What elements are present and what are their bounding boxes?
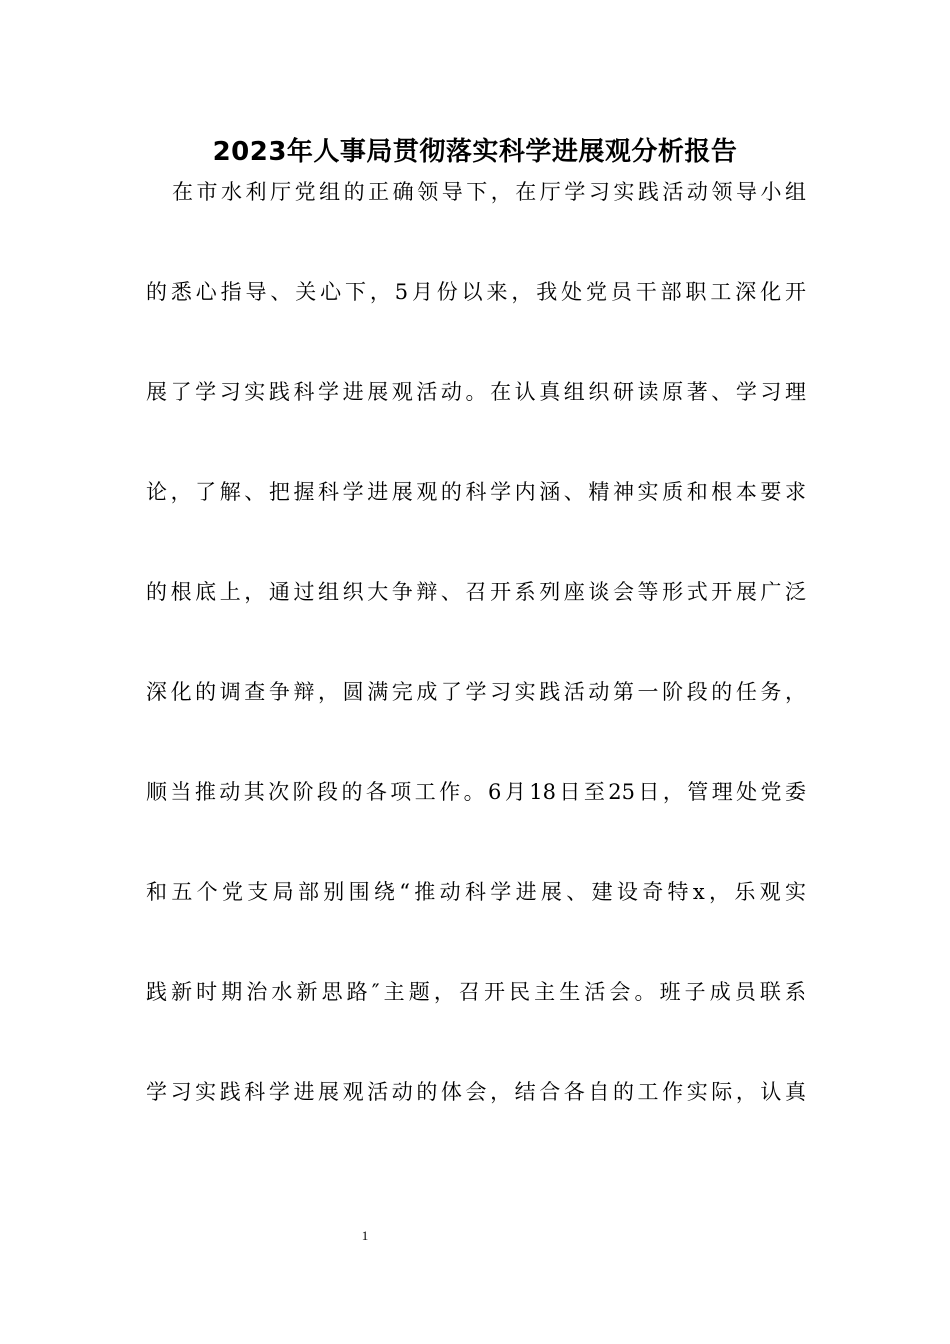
paragraph-line: 学习实践科学进展观活动的体会，结合各自的工作实际，认真 [146,1080,806,1104]
paragraph-line: 展了学习实践科学进展观活动。在认真组织研读原著、学习理 [146,380,806,404]
paragraph-line: 在市水利厅党组的正确领导下，在厅学习实践活动领导小组 [172,180,806,204]
paragraph-line: 和五个党支局部别围绕“推动科学进展、建设奇特x，乐观实 [146,880,806,904]
paragraph-line: 论，了解、把握科学进展观的科学内涵、精神实质和根本要求 [146,480,806,504]
page-number: 1 [361,1228,369,1243]
paragraph-line: 的根底上，通过组织大争辩、召开系列座谈会等形式开展广泛 [146,580,806,604]
document-title: 2023年人事局贯彻落实科学进展观分析报告 [212,137,738,167]
paragraph-line: 深化的调查争辩，圆满完成了学习实践活动第一阶段的任务， [146,680,806,704]
paragraph-line: 践新时期治水新思路″主题，召开民主生活会。班子成员联系 [146,980,806,1004]
paragraph-line: 的悉心指导、关心下，5月份以来，我处党员干部职工深化开 [146,280,806,304]
paragraph-line: 顺当推动其次阶段的各项工作。6月18日至25日，管理处党委 [146,780,806,804]
